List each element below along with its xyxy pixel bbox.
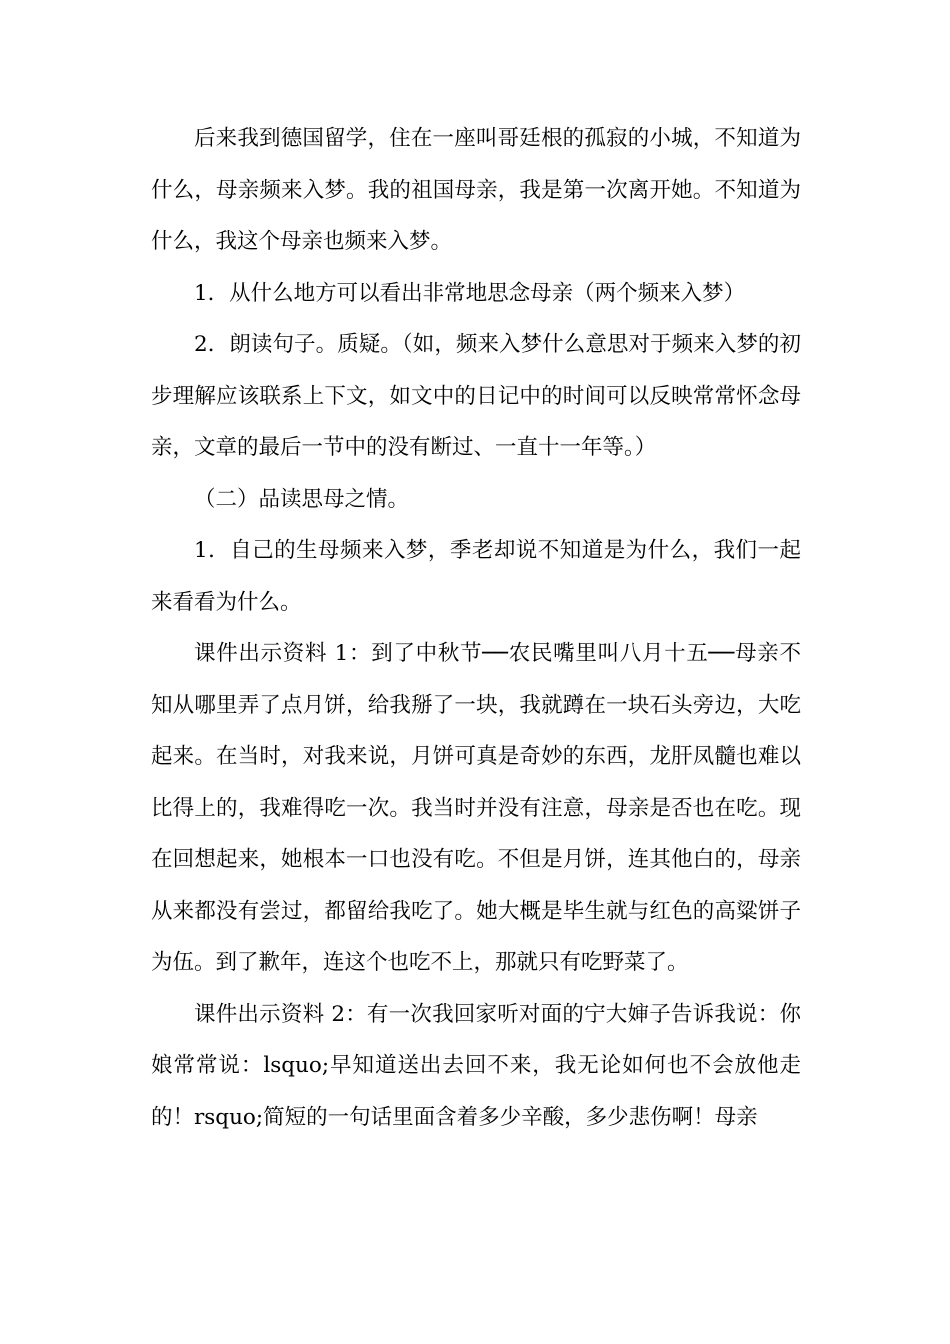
paragraph-material-1: 课件出示资料 1：到了中秋节──农民嘴里叫八月十五──母亲不知从哪里弄了点月饼，给我掰了一块，我就蹲在一块石头旁边，大吃起来。在当时，对我来说，月饼可真是奇妙的东西，龙肝凤髓也难以比得上的，我难得吃一次。我当时并没有注意，母亲是否也在吃。现在回想起来，她根本一口也没有吃。不但是月饼，连其他白的，母亲从来都没有尝过，都留给我吃了。她大概是毕生就与红色的高粱饼子为伍。到了歉年，连这个也吃不上，那就只有吃野菜了。 [151, 641, 801, 975]
paragraph-question-1: 1．从什么地方可以看出非常地思念母亲（两个频来入梦） [194, 280, 746, 306]
section-heading-two: （二）品读思母之情。 [194, 486, 410, 512]
paragraph-material-2: 课件出示资料 2：有一次我回家听对面的宁大婶子告诉我说：你娘常常说：lsquo;早知道送出去回不来，我无论如何也不会放他走的！rsquo;简短的一句话里面含着多少辛酸，多少悲伤啊！母亲 [151, 1001, 801, 1130]
paragraph-item-1: 1．自己的生母频来入梦，季老却说不知道是为什么，我们一起来看看为什么。 [151, 538, 801, 615]
paragraph-homesick-gottingen: 后来我到德国留学，住在一座叫哥廷根的孤寂的小城，不知道为什么，母亲频来入梦。我的祖国母亲，我是第一次离开她。不知道为什么，我这个母亲也频来入梦。 [151, 126, 801, 254]
document-body [151, 113, 801, 1143]
paragraph-question-2: 2．朗读句子。质疑。（如，频来入梦什么意思对于频来入梦的初步理解应该联系上下文，如文中的日记中的时间可以反映常常怀念母亲，文章的最后一节中的没有断过、一直十一年等。） [151, 332, 801, 460]
